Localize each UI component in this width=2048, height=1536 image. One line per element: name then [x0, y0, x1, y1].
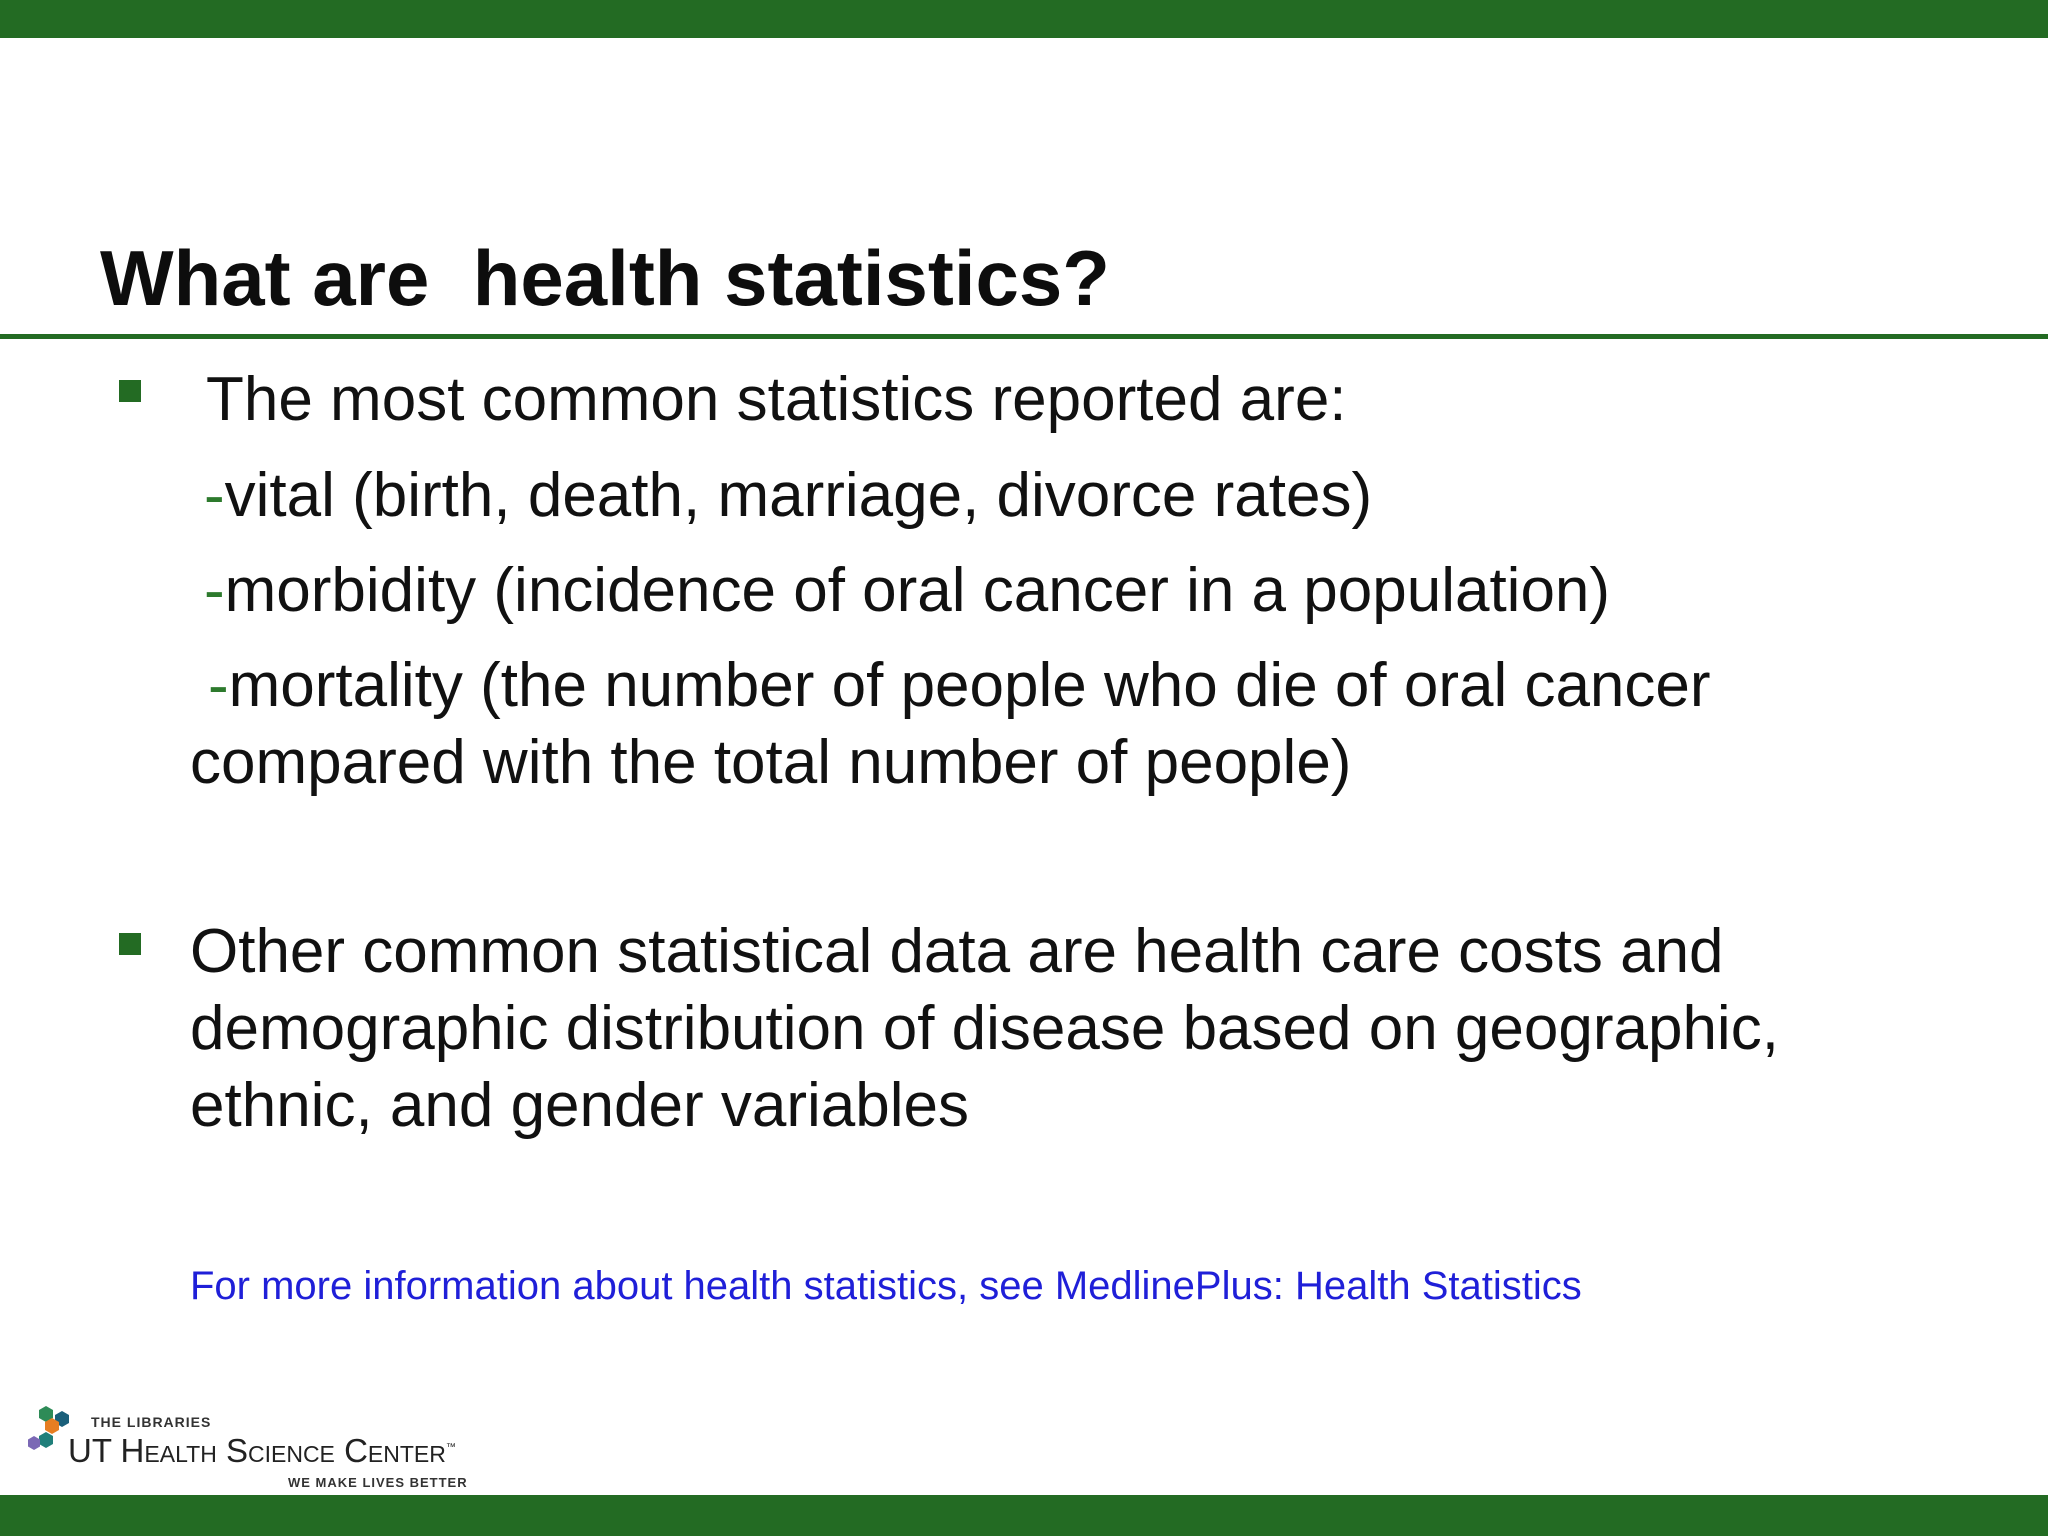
bottom-accent-bar [0, 1495, 2048, 1536]
hexagon-teal-icon [39, 1432, 53, 1448]
title-divider [0, 334, 2048, 339]
logo-main-text: UT Health Science Center™ [68, 1432, 456, 1469]
medlineplus-health-statistics-link[interactable]: For more information about health statistics, see MedlinePlus: Health Statistics [190, 1264, 1582, 1308]
bullet-2-line-3: ethnic, and gender variables [190, 1071, 969, 1140]
hexagon-purple-icon [28, 1436, 40, 1450]
bullet-2-line-2: demographic distribution of disease based on geographic, [190, 994, 1779, 1063]
slide-title: What are health statistics? [100, 234, 1110, 322]
top-accent-bar [0, 0, 2048, 38]
bullet-1-line-1: The most common statistics reported are: [206, 365, 1347, 434]
bullet-square-icon [119, 380, 141, 402]
ut-health-science-center-logo [26, 1402, 526, 1492]
bullet-1-line-4: -mortality (the number of people who die of oral cancer [208, 651, 1711, 720]
dash-marker: - [204, 461, 225, 530]
logo-small-text: THE LIBRARIES [91, 1414, 212, 1430]
dash-marker: - [204, 556, 225, 625]
logo-tagline: WE MAKE LIVES BETTER [288, 1475, 468, 1490]
bullet-2-line-1: Other common statistical data are health care costs and [190, 917, 1724, 986]
dash-marker: - [208, 651, 229, 720]
bullet-1-line-5: compared with the total number of people) [190, 728, 1352, 797]
bullet-1-line-3: -morbidity (incidence of oral cancer in a population) [204, 556, 1611, 625]
bullet-square-icon [119, 933, 141, 955]
bullet-1-line-2: -vital (birth, death, marriage, divorce rates) [204, 461, 1373, 530]
